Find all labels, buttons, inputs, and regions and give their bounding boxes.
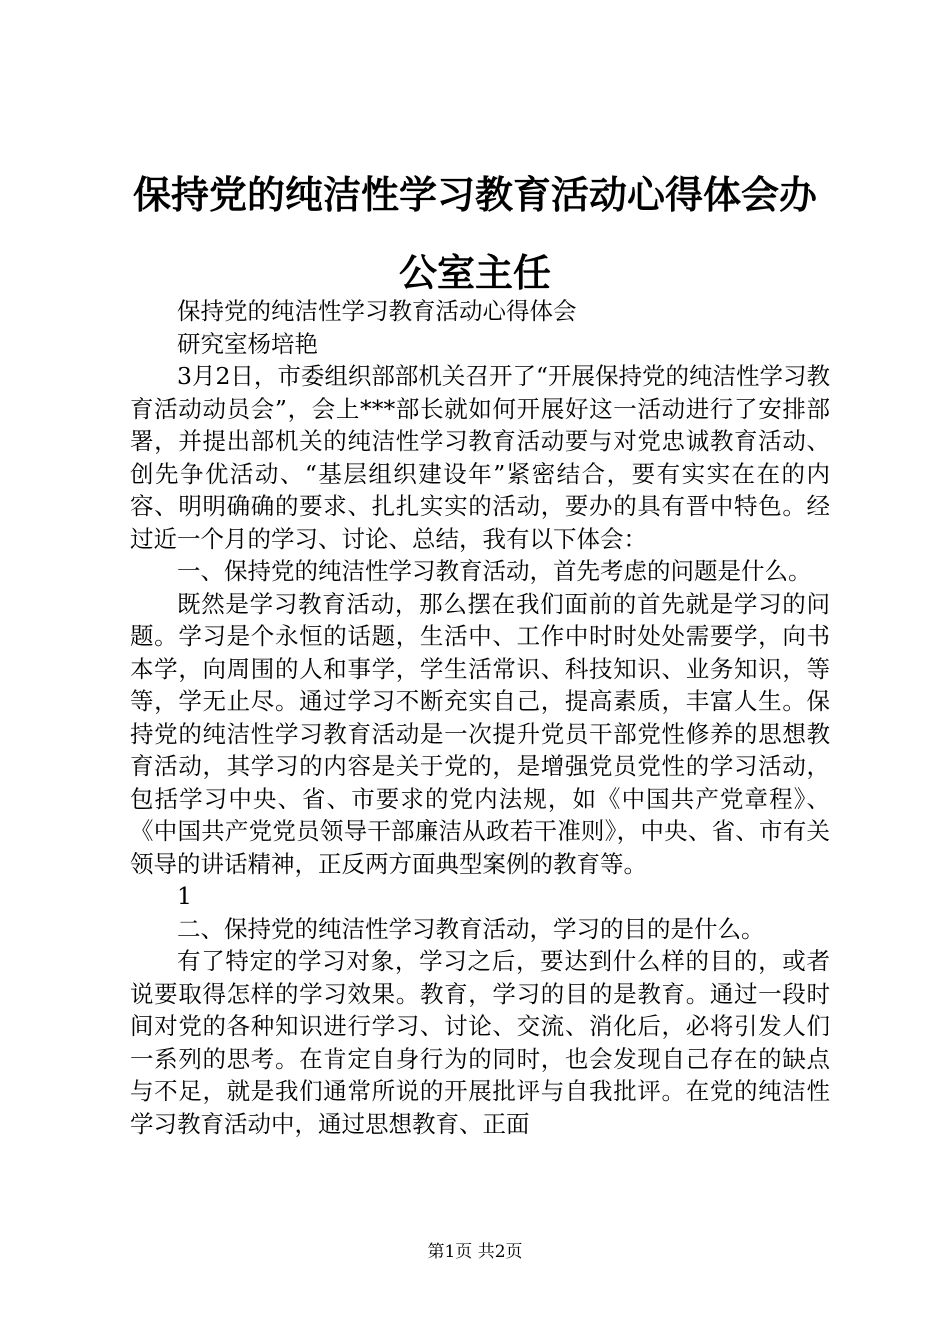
paragraph-3: 既然是学习教育活动，那么摆在我们面前的首先就是学习的问题。学习是个永恒的话题，生活中、工作中时时处处需要学，向书本学，向周围的人和事学，学生活常识、科技知识、业务知识，等等，学无止尽。通过学习不断充实自己，提高素质，丰富人生。保持党的纯洁性学习教育活动是一次提升党员干部党性修养的思想教育活动，其学习的内容是关于党的，是增强党员党性的学习活动，包括学习中央、省、市要求的党内法规，如《中国共产党章程》、《中国共产党党员领导干部廉洁从政若干准则》，中央、省、市有关领导的讲话精神，正反两方面典型案例的教育等。 [130,589,830,878]
paragraph-4: 二、保持党的纯洁性学习教育活动，学习的目的是什么。 [177,914,765,943]
document-title: 保持党的纯洁性学习教育活动心得体会办公室主任 [132,172,817,295]
document-author: 研究室杨培艳 [177,329,318,358]
document-subtitle: 保持党的纯洁性学习教育活动心得体会 [177,297,577,325]
paragraph-1: 3月2日，市委组织部部机关召开了“开展保持党的纯洁性学习教育活动动员会”，会上***部长就如何开展好这一活动进行了安排部署，并提出部机关的纯洁性学习教育活动要与对党忠诚教育活动、创先争优活动、“基层组织建设年”紧密结合，要有实实在在的内容、明明确确的要求、扎扎实实的活动，要办的具有晋中特色。经过近一个月的学习、讨论、总结，我有以下体会： [130,362,830,553]
paragraph-2: 一、保持党的纯洁性学习教育活动，首先考虑的问题是什么。 [177,557,812,585]
inline-page-number: 1 [177,882,192,910]
page-footer: 第1页 共2页 [427,1242,523,1262]
paragraph-5: 有了特定的学习对象，学习之后，要达到什么样的目的，或者说要取得怎样的学习效果。教育，学习的目的是教育。通过一段时间对党的各种知识进行学习、讨论、交流、消化后，必将引发人们一系列的思考。在肯定自身行为的同时，也会发现自己存在的缺点与不足，就是我们通常所说的开展批评与自我批评。在党的纯洁性学习教育活动中，通过思想教育、正面 [130,947,830,1138]
document-body [130,295,830,1140]
